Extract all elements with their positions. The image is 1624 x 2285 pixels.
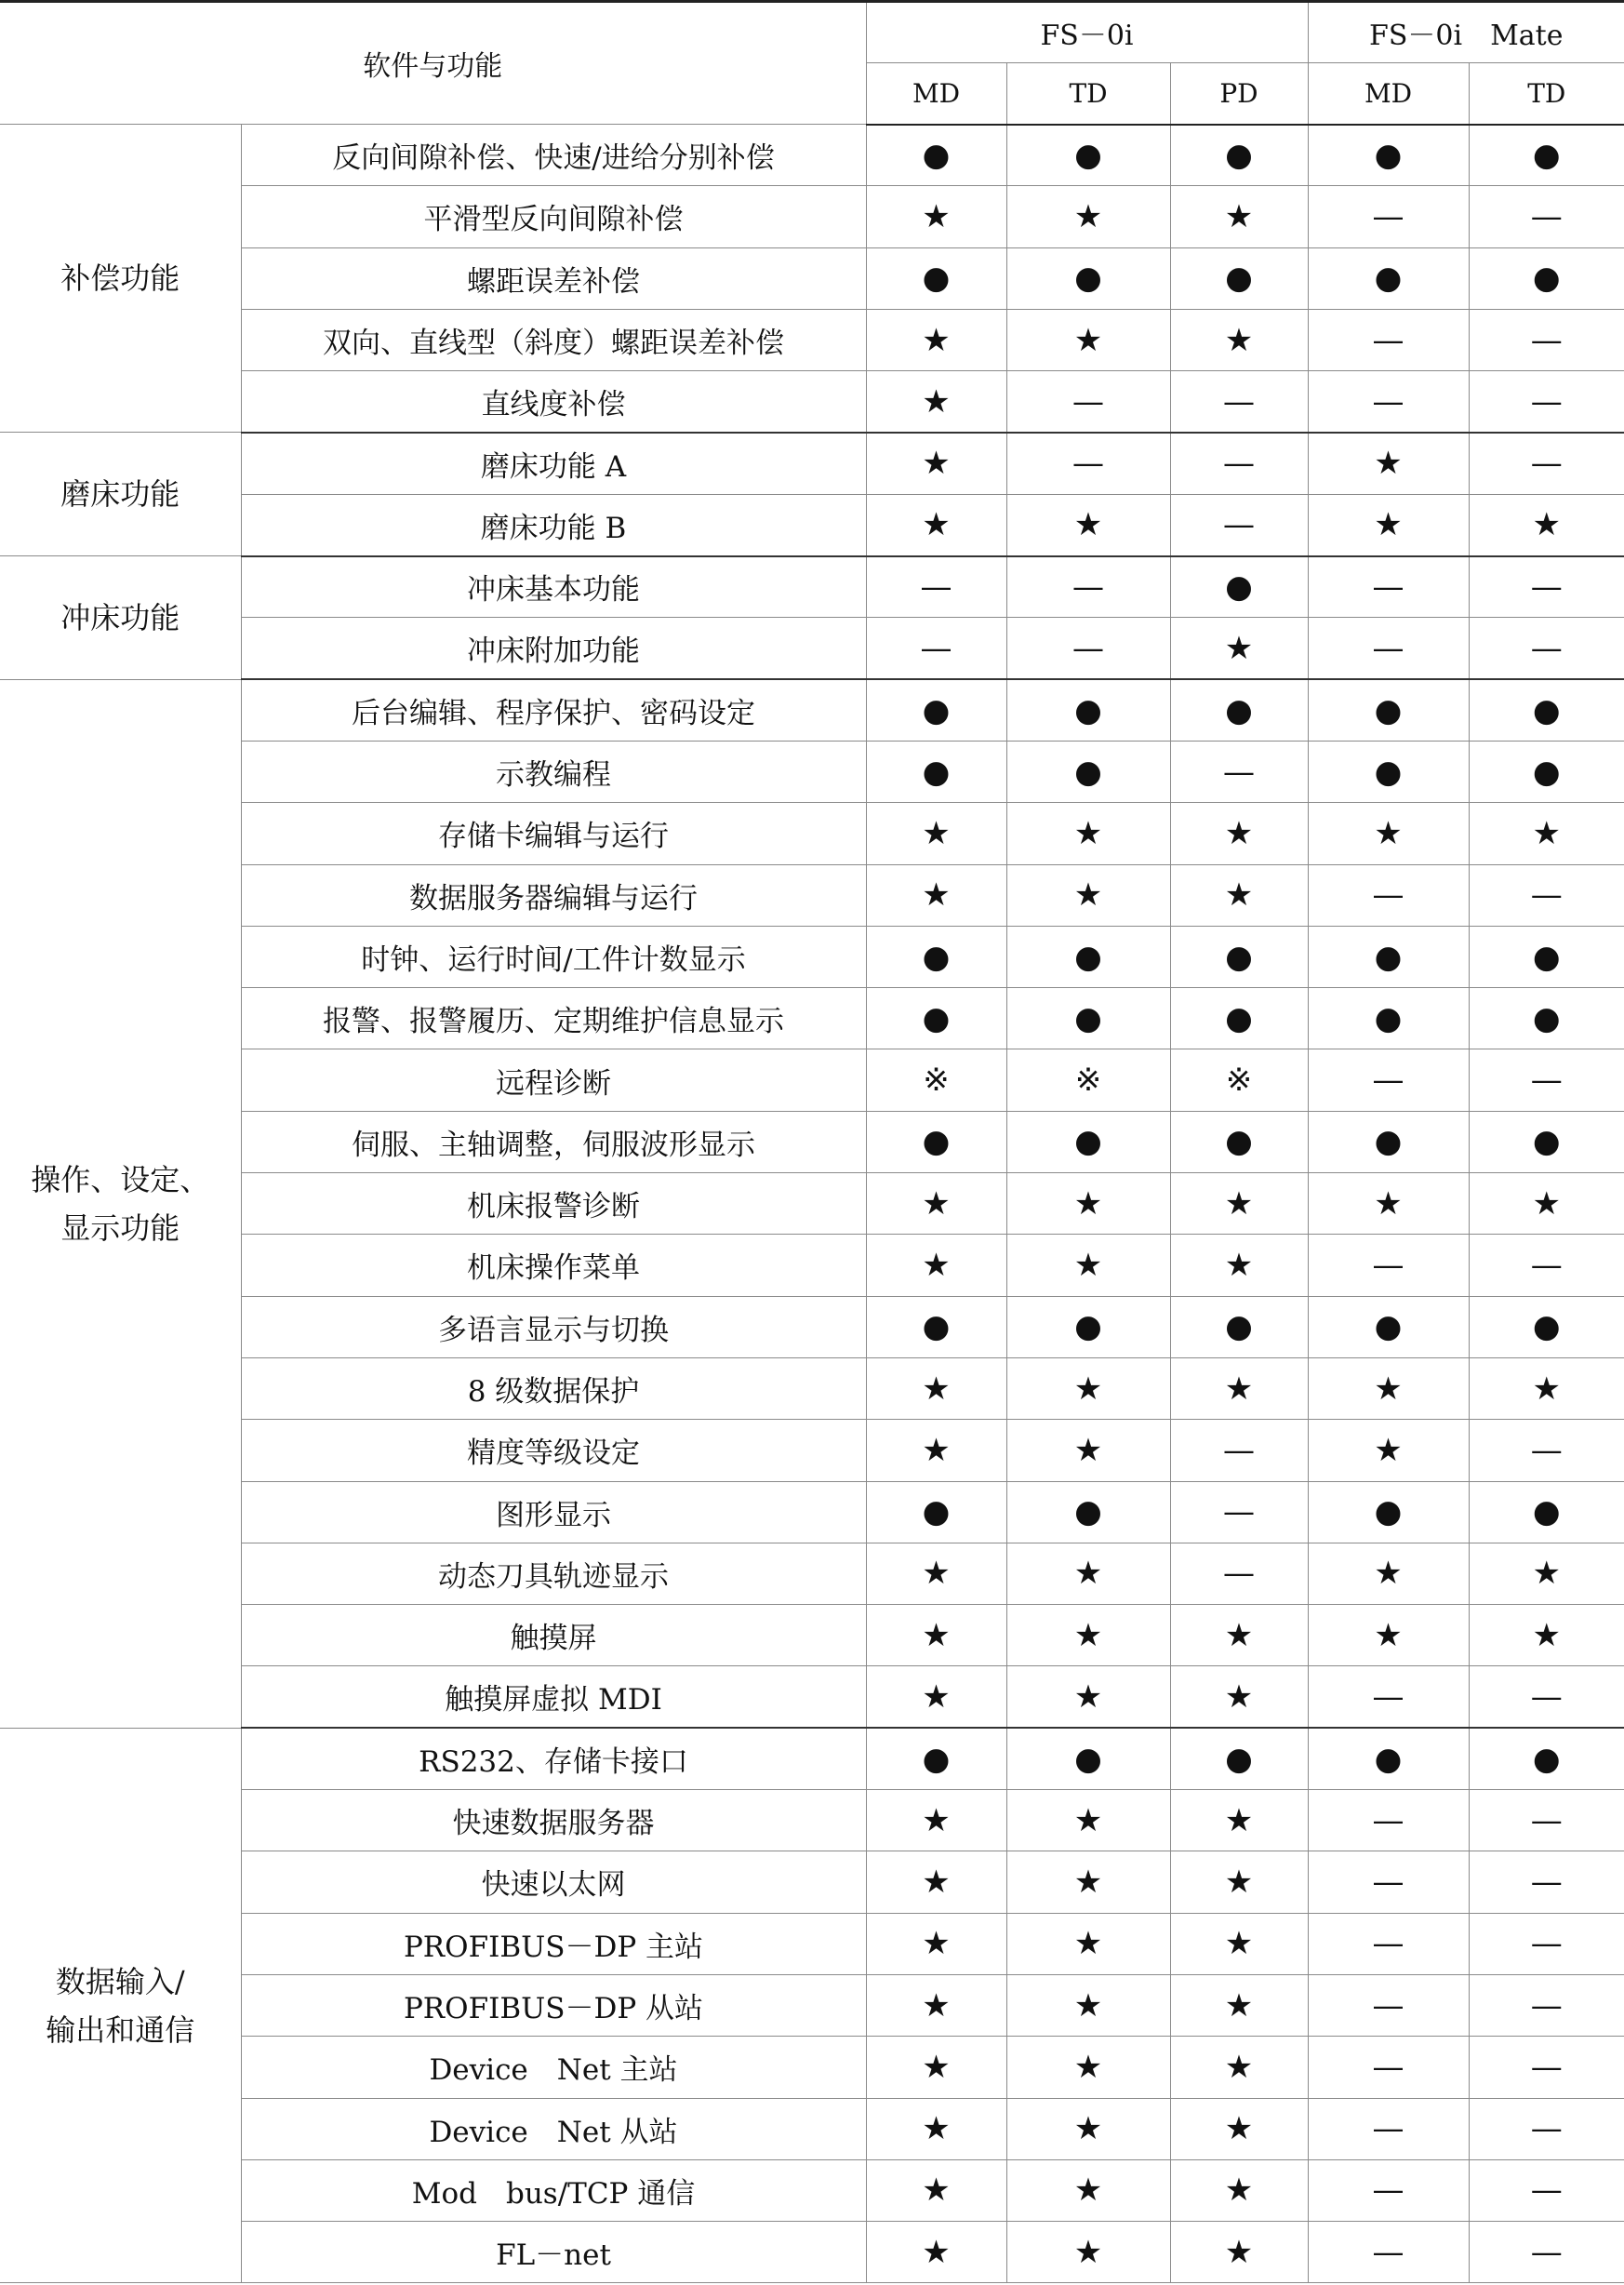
support-mark-cell: — (1308, 1913, 1469, 1974)
support-mark-cell: ● (1170, 556, 1308, 618)
support-mark-cell: — (1308, 2037, 1469, 2098)
support-mark-cell: ★ (1006, 1543, 1170, 1604)
feature-cell: 伺服、主轴调整，伺服波形显示 (241, 1111, 866, 1172)
feature-cell: 数据服务器编辑与运行 (241, 864, 866, 926)
support-mark-cell: — (1469, 1420, 1624, 1481)
support-mark-cell: — (1170, 433, 1308, 494)
category-line: 输出和通信 (46, 2011, 195, 2048)
support-mark-cell: — (1170, 371, 1308, 433)
support-mark-cell: ★ (866, 2098, 1006, 2159)
support-mark-cell: ● (1006, 1728, 1170, 1789)
table-row (0, 1173, 1624, 1235)
header-fs0i-mate: FS－0i Mate (1308, 2, 1624, 63)
support-mark-cell: ★ (1170, 1851, 1308, 1913)
support-mark-cell: ● (866, 1481, 1006, 1543)
support-mark-cell: ● (1308, 988, 1469, 1049)
table-row (0, 1666, 1624, 1728)
support-mark-cell: ★ (1170, 309, 1308, 370)
feature-cell: 图形显示 (241, 1481, 866, 1543)
support-mark-cell: ★ (1469, 1543, 1624, 1604)
support-mark-cell: ★ (1308, 1420, 1469, 1481)
support-mark-cell: ● (1469, 988, 1624, 1049)
category-line: 操作、设定、 (31, 1161, 210, 1197)
category-line: 数据输入/ (55, 1963, 185, 1999)
category-line: 显示功能 (60, 1209, 180, 1246)
support-mark-cell: ● (1006, 1481, 1170, 1543)
category-cell: 冲床功能 (0, 556, 241, 680)
support-mark-cell: ★ (1170, 2098, 1308, 2159)
table-row (0, 1728, 1624, 1789)
support-mark-cell: ★ (1170, 1235, 1308, 1296)
support-mark-cell: ★ (1006, 1974, 1170, 2036)
feature-cell: 直线度补偿 (241, 371, 866, 433)
support-mark-cell: ★ (1308, 1543, 1469, 1604)
support-mark-cell: ★ (1308, 1357, 1469, 1419)
support-mark-cell: ★ (866, 2222, 1006, 2283)
support-mark-cell: — (1469, 1974, 1624, 2036)
support-mark-cell: ★ (1006, 309, 1170, 370)
support-mark-cell: — (1170, 1420, 1308, 1481)
feature-cell: 反向间隙补偿、快速/进给分别补偿 (241, 125, 866, 186)
support-mark-cell: — (1308, 1974, 1469, 2036)
feature-cell: 冲床附加功能 (241, 618, 866, 679)
support-mark-cell: — (1006, 618, 1170, 679)
table-row (0, 1235, 1624, 1296)
support-mark-cell: ● (1308, 1296, 1469, 1357)
support-mark-cell: ★ (1006, 2222, 1170, 2283)
support-mark-cell: — (1006, 433, 1170, 494)
support-mark-cell: ● (1469, 1296, 1624, 1357)
support-mark-cell: ● (1308, 247, 1469, 309)
support-mark-cell: — (1308, 2098, 1469, 2159)
support-mark-cell: ★ (1308, 1173, 1469, 1235)
support-mark-cell: — (1308, 309, 1469, 370)
table-row (0, 988, 1624, 1049)
support-mark-cell: ★ (1308, 433, 1469, 494)
support-mark-cell: ● (866, 1111, 1006, 1172)
support-mark-cell: ● (1308, 125, 1469, 186)
support-mark-cell: ★ (1170, 803, 1308, 864)
support-mark-cell: ● (1308, 1111, 1469, 1172)
support-mark-cell: ★ (1469, 803, 1624, 864)
support-mark-cell: ● (1006, 679, 1170, 741)
support-mark-cell: — (1469, 186, 1624, 247)
feature-cell: Mod bus/TCP 通信 (241, 2159, 866, 2221)
table-row (0, 1420, 1624, 1481)
feature-cell: 精度等级设定 (241, 1420, 866, 1481)
feature-cell: 快速以太网 (241, 1851, 866, 1913)
support-mark-cell: ● (866, 125, 1006, 186)
feature-cell: 动态刀具轨迹显示 (241, 1543, 866, 1604)
support-mark-cell: ★ (866, 186, 1006, 247)
support-mark-cell: — (866, 556, 1006, 618)
support-mark-cell: ★ (1308, 1605, 1469, 1666)
support-mark-cell: — (1469, 1666, 1624, 1728)
support-mark-cell: ● (866, 1728, 1006, 1789)
support-mark-cell: ● (1006, 741, 1170, 802)
support-mark-cell: — (1170, 1481, 1308, 1543)
support-mark-cell: ★ (1170, 186, 1308, 247)
table-row (0, 1296, 1624, 1357)
support-mark-cell: — (1469, 1913, 1624, 1974)
support-mark-cell: — (1469, 371, 1624, 433)
support-mark-cell: ★ (1006, 1235, 1170, 1296)
support-mark-cell: ● (1469, 247, 1624, 309)
feature-cell: 冲床基本功能 (241, 556, 866, 618)
feature-cell: 远程诊断 (241, 1049, 866, 1111)
support-mark-cell: ★ (866, 1851, 1006, 1913)
support-mark-cell: ● (1469, 679, 1624, 741)
feature-cell: 时钟、运行时间/工件计数显示 (241, 926, 866, 987)
support-mark-cell: ★ (1006, 2098, 1170, 2159)
table-row (0, 494, 1624, 555)
support-mark-cell: ● (1308, 741, 1469, 802)
support-mark-cell: ★ (1170, 1173, 1308, 1235)
support-mark-cell: ★ (866, 1605, 1006, 1666)
support-mark-cell: ★ (866, 494, 1006, 555)
support-mark-cell: — (1469, 433, 1624, 494)
feature-cell: 机床操作菜单 (241, 1235, 866, 1296)
support-mark-cell: ★ (1006, 864, 1170, 926)
support-mark-cell: — (1469, 618, 1624, 679)
support-mark-cell: ★ (1170, 1974, 1308, 2036)
table-row (0, 2037, 1624, 2098)
support-mark-cell: ★ (866, 2159, 1006, 2221)
feature-cell: 触摸屏虚拟 MDI (241, 1666, 866, 1728)
support-mark-cell: ※ (1170, 1049, 1308, 1111)
support-mark-cell: ★ (1170, 618, 1308, 679)
support-mark-cell: ★ (1308, 803, 1469, 864)
support-mark-cell: ★ (1006, 494, 1170, 555)
table-row (0, 1974, 1624, 2036)
support-mark-cell: ★ (1006, 1913, 1170, 1974)
feature-cell: 报警、报警履历、定期维护信息显示 (241, 988, 866, 1049)
table-row (0, 1111, 1624, 1172)
table-row (0, 1543, 1624, 1604)
feature-cell: 存储卡编辑与运行 (241, 803, 866, 864)
support-mark-cell: — (1308, 1790, 1469, 1851)
feature-cell: PROFIBUS－DP 从站 (241, 1974, 866, 2036)
support-mark-cell: ● (1469, 741, 1624, 802)
header-col-mate-md: MD (1308, 63, 1469, 125)
support-mark-cell: ★ (866, 2037, 1006, 2098)
support-mark-cell: — (1308, 371, 1469, 433)
table-row (0, 679, 1624, 741)
feature-cell: 机床报警诊断 (241, 1173, 866, 1235)
table-row (0, 2222, 1624, 2283)
support-mark-cell: ★ (866, 1666, 1006, 1728)
table-row (0, 1851, 1624, 1913)
support-mark-cell: — (1170, 1543, 1308, 1604)
support-mark-cell: ● (1469, 1728, 1624, 1789)
support-mark-cell: ★ (1170, 1913, 1308, 1974)
feature-cell: 平滑型反向间隙补偿 (241, 186, 866, 247)
support-mark-cell: ★ (866, 1235, 1006, 1296)
support-mark-cell: ★ (866, 803, 1006, 864)
support-mark-cell: ● (1170, 679, 1308, 741)
feature-cell: Device Net 从站 (241, 2098, 866, 2159)
support-mark-cell: ★ (1170, 864, 1308, 926)
table-row (0, 1481, 1624, 1543)
support-mark-cell: ※ (1006, 1049, 1170, 1111)
support-mark-cell: — (1308, 1235, 1469, 1296)
support-mark-cell: ★ (1170, 2222, 1308, 2283)
support-mark-cell: ★ (1170, 2159, 1308, 2221)
support-mark-cell: ★ (1469, 1605, 1624, 1666)
support-mark-cell: ★ (1006, 1666, 1170, 1728)
support-mark-cell: — (1006, 556, 1170, 618)
support-mark-cell: ★ (866, 1543, 1006, 1604)
header-fs0i: FS－0i (866, 2, 1308, 63)
support-mark-cell: ★ (1469, 494, 1624, 555)
support-mark-cell: ★ (866, 1974, 1006, 2036)
header-col-fs0i-td: TD (1006, 63, 1170, 125)
feature-cell: 磨床功能 B (241, 494, 866, 555)
support-mark-cell: ● (866, 679, 1006, 741)
support-mark-cell: — (1469, 2222, 1624, 2283)
feature-cell: 螺距误差补偿 (241, 247, 866, 309)
support-mark-cell: ● (1170, 1728, 1308, 1789)
support-mark-cell: ● (1006, 1296, 1170, 1357)
table-row (0, 864, 1624, 926)
support-mark-cell: ※ (866, 1049, 1006, 1111)
support-mark-cell: — (1308, 618, 1469, 679)
support-mark-cell: ★ (1170, 1357, 1308, 1419)
support-mark-cell: ● (866, 741, 1006, 802)
support-mark-cell: ● (1006, 1111, 1170, 1172)
support-mark-cell: — (1469, 1851, 1624, 1913)
support-mark-cell: ★ (1170, 1790, 1308, 1851)
header-col-mate-td: TD (1469, 63, 1624, 125)
feature-cell: 双向、直线型（斜度）螺距误差补偿 (241, 309, 866, 370)
support-mark-cell: ● (1469, 125, 1624, 186)
table-row (0, 926, 1624, 987)
support-mark-cell: — (1308, 864, 1469, 926)
support-mark-cell: ★ (1006, 1605, 1170, 1666)
feature-cell: PROFIBUS－DP 主站 (241, 1913, 866, 1974)
header-software-function: 软件与功能 (0, 2, 866, 125)
table-row (0, 1913, 1624, 1974)
support-mark-cell: ★ (1006, 1420, 1170, 1481)
support-mark-cell: ● (866, 1296, 1006, 1357)
support-mark-cell: ● (1170, 247, 1308, 309)
support-mark-cell: ★ (866, 433, 1006, 494)
support-mark-cell: ● (1006, 125, 1170, 186)
support-mark-cell: ★ (866, 1420, 1006, 1481)
support-mark-cell: ★ (866, 1913, 1006, 1974)
support-mark-cell: — (1469, 1790, 1624, 1851)
support-mark-cell: — (1170, 741, 1308, 802)
table-row (0, 186, 1624, 247)
table-row (0, 125, 1624, 186)
support-mark-cell: ★ (866, 371, 1006, 433)
support-mark-cell: ★ (1308, 494, 1469, 555)
support-mark-cell: — (1308, 1049, 1469, 1111)
support-mark-cell: — (1469, 864, 1624, 926)
support-mark-cell: — (1308, 1851, 1469, 1913)
support-mark-cell: ★ (1006, 2037, 1170, 2098)
header-col-fs0i-md: MD (866, 63, 1006, 125)
support-mark-cell: ★ (866, 864, 1006, 926)
support-mark-cell: ● (1469, 1111, 1624, 1172)
support-mark-cell: — (1469, 556, 1624, 618)
support-mark-cell: ● (1006, 926, 1170, 987)
support-mark-cell: — (1469, 2098, 1624, 2159)
table-header (0, 2, 1624, 125)
header-col-fs0i-pd: PD (1170, 63, 1308, 125)
category-cell: 补偿功能 (0, 125, 241, 433)
support-mark-cell: ★ (1006, 1790, 1170, 1851)
support-mark-cell: — (1308, 2222, 1469, 2283)
table-row (0, 1790, 1624, 1851)
category-cell (0, 679, 241, 1728)
support-mark-cell: ★ (1170, 1666, 1308, 1728)
support-mark-cell: ★ (1170, 1605, 1308, 1666)
feature-cell: 后台编辑、程序保护、密码设定 (241, 679, 866, 741)
support-mark-cell: ● (1006, 988, 1170, 1049)
table-row (0, 247, 1624, 309)
support-mark-cell: — (1469, 1049, 1624, 1111)
support-mark-cell: ● (1469, 1481, 1624, 1543)
support-mark-cell: ★ (1006, 1173, 1170, 1235)
support-mark-cell: ● (1170, 926, 1308, 987)
support-mark-cell: ● (866, 247, 1006, 309)
support-mark-cell: ● (1170, 1111, 1308, 1172)
support-mark-cell: ● (1308, 679, 1469, 741)
support-mark-cell: ● (1170, 1296, 1308, 1357)
support-mark-cell: ● (866, 926, 1006, 987)
support-mark-cell: ● (1308, 1481, 1469, 1543)
feature-cell: 触摸屏 (241, 1605, 866, 1666)
table-row (0, 1357, 1624, 1419)
support-mark-cell: ★ (1006, 186, 1170, 247)
category-cell (0, 1728, 241, 2283)
table-row (0, 556, 1624, 618)
feature-cell: FL－net (241, 2222, 866, 2283)
support-mark-cell: ● (1469, 926, 1624, 987)
feature-cell: 快速数据服务器 (241, 1790, 866, 1851)
support-mark-cell: — (1308, 2159, 1469, 2221)
feature-cell: 多语言显示与切换 (241, 1296, 866, 1357)
support-mark-cell: ★ (1006, 2159, 1170, 2221)
support-mark-cell: — (1308, 556, 1469, 618)
table-row (0, 2098, 1624, 2159)
table-row (0, 2159, 1624, 2221)
support-mark-cell: ★ (1170, 2037, 1308, 2098)
support-mark-cell: — (1170, 494, 1308, 555)
support-mark-cell: — (1469, 1235, 1624, 1296)
feature-cell: 8 级数据保护 (241, 1357, 866, 1419)
support-mark-cell: — (1469, 309, 1624, 370)
support-mark-cell: ★ (1469, 1357, 1624, 1419)
support-mark-cell: — (866, 618, 1006, 679)
table-row (0, 309, 1624, 370)
table-row (0, 803, 1624, 864)
table-row (0, 433, 1624, 494)
support-mark-cell: ★ (866, 1173, 1006, 1235)
support-mark-cell: ★ (866, 1357, 1006, 1419)
table-body (0, 125, 1624, 2283)
support-mark-cell: ★ (1006, 803, 1170, 864)
table-row (0, 618, 1624, 679)
support-mark-cell: ● (1170, 125, 1308, 186)
support-mark-cell: ★ (866, 309, 1006, 370)
support-mark-cell: — (1308, 186, 1469, 247)
feature-cell: RS232、存储卡接口 (241, 1728, 866, 1789)
feature-cell: 磨床功能 A (241, 433, 866, 494)
table-row (0, 1605, 1624, 1666)
support-mark-cell: — (1469, 2159, 1624, 2221)
support-mark-cell: ● (1308, 926, 1469, 987)
feature-cell: Device Net 主站 (241, 2037, 866, 2098)
table-row (0, 1049, 1624, 1111)
support-mark-cell: ★ (1006, 1357, 1170, 1419)
table-row (0, 371, 1624, 433)
table-row (0, 741, 1624, 802)
support-mark-cell: ★ (866, 1790, 1006, 1851)
support-mark-cell: ★ (1006, 1851, 1170, 1913)
support-mark-cell: — (1308, 1666, 1469, 1728)
support-mark-cell: ● (1006, 247, 1170, 309)
support-mark-cell: ● (866, 988, 1006, 1049)
support-mark-cell: ● (1170, 988, 1308, 1049)
support-mark-cell: ● (1308, 1728, 1469, 1789)
feature-cell: 示教编程 (241, 741, 866, 802)
support-mark-cell: ★ (1469, 1173, 1624, 1235)
support-mark-cell: — (1469, 2037, 1624, 2098)
support-mark-cell: — (1006, 371, 1170, 433)
category-cell: 磨床功能 (0, 433, 241, 556)
